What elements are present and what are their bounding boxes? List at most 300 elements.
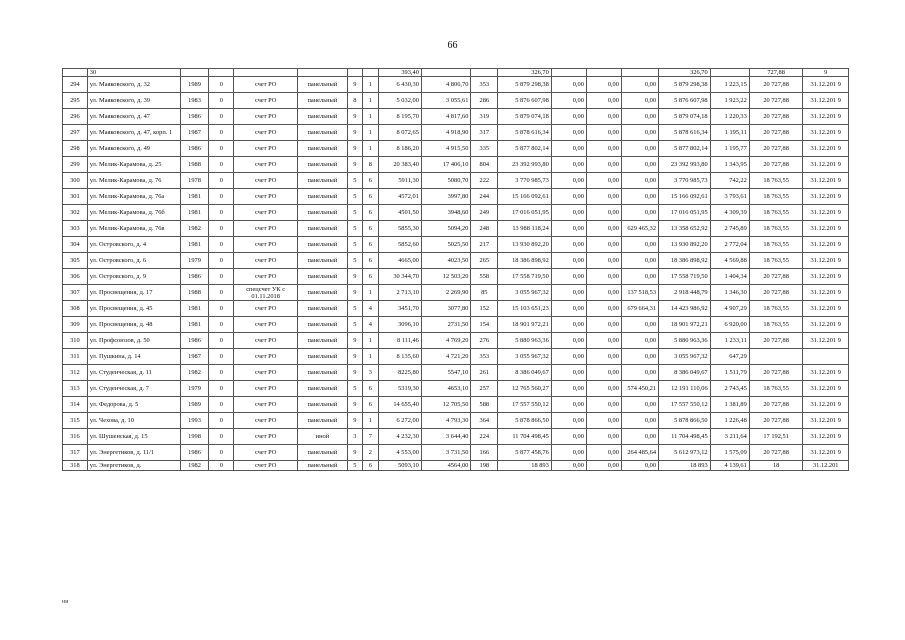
table-cell: 15 103 651,23 [498, 301, 552, 317]
table-cell: ул. Мелик-Карамова, д. 25 [87, 157, 180, 173]
table-cell: 0,00 [621, 365, 658, 381]
table-cell: панельный [298, 445, 348, 461]
table-cell: счет РО [234, 333, 298, 349]
table-cell [551, 69, 586, 77]
table-cell [421, 69, 471, 77]
table-cell: счет РО [234, 413, 298, 429]
table-cell: 0,00 [586, 189, 621, 205]
table-cell: 364 [471, 413, 498, 429]
table-cell: 588 [471, 397, 498, 413]
table-cell: панельный [298, 125, 348, 141]
table-cell: 13 930 892,20 [498, 237, 552, 253]
table-cell: 31.12.201 9 [803, 157, 849, 173]
table-cell: 0,00 [621, 93, 658, 109]
table-cell: 0,00 [586, 365, 621, 381]
table-cell: 5 [347, 237, 362, 253]
table-cell: 0,00 [586, 381, 621, 397]
table-cell: 4 309,39 [710, 205, 749, 221]
table-cell: 309 [63, 317, 88, 333]
table-cell: 4 569,88 [710, 253, 749, 269]
table-cell: 1979 [180, 253, 209, 269]
table-cell: ул. Энергетиков, д. 11/1 [87, 445, 180, 461]
table-cell: 1 [363, 125, 378, 141]
table-cell: 3 [363, 365, 378, 381]
table-cell: 13 358 652,92 [659, 221, 711, 237]
table-row [63, 189, 849, 205]
table-cell: 9 [347, 109, 362, 125]
table-cell: 5093,10 [378, 461, 421, 471]
table-cell: 0,00 [586, 461, 621, 471]
table-cell: 0,00 [586, 109, 621, 125]
table-cell: 20 727,88 [749, 141, 803, 157]
table-cell: 0,00 [621, 141, 658, 157]
table-row [63, 157, 849, 173]
table-cell: 0,00 [586, 77, 621, 93]
table-cell: 0 [209, 317, 234, 333]
table-cell: 0,00 [621, 317, 658, 333]
table-cell: 393,40 [378, 69, 421, 77]
table-cell: 2 772,04 [710, 237, 749, 253]
table-cell: 4023,50 [421, 253, 471, 269]
table-cell: счет РО [234, 381, 298, 397]
table-cell: 312 [63, 365, 88, 381]
table-row [63, 109, 849, 125]
table-row [63, 429, 849, 445]
table-cell: 1993 [180, 413, 209, 429]
table-cell [710, 69, 749, 77]
table-cell: 5547,10 [421, 365, 471, 381]
table-cell: 4 [363, 301, 378, 317]
table-cell: 20 727,88 [749, 285, 803, 301]
table-cell: 0,00 [621, 349, 658, 365]
table-cell: 0 [209, 445, 234, 461]
table-cell: ул. Мелик-Карамова, д. 76б [87, 205, 180, 221]
table-cell: 5 [347, 221, 362, 237]
table-cell: 0,00 [621, 333, 658, 349]
table-cell: 0,00 [551, 381, 586, 397]
table-cell: 0,00 [586, 205, 621, 221]
table-cell: 0 [209, 205, 234, 221]
table-cell: 804 [471, 157, 498, 173]
table-cell: 0,00 [586, 237, 621, 253]
table-cell: 315 [63, 413, 88, 429]
table-cell: 353 [471, 349, 498, 365]
table-cell: 11 704 498,45 [498, 429, 552, 445]
table-cell: 15 166 092,61 [659, 189, 711, 205]
table-row [63, 365, 849, 381]
table-cell: 299 [63, 157, 88, 173]
table-cell: 5911,30 [378, 173, 421, 189]
table-cell: 0,00 [551, 429, 586, 445]
table-cell: 257 [471, 381, 498, 397]
table-cell: 1 [363, 413, 378, 429]
table-cell: 0 [209, 397, 234, 413]
table-row [63, 93, 849, 109]
table-row [63, 253, 849, 269]
table-cell: 0,00 [551, 461, 586, 471]
table-cell: счет РО [234, 365, 298, 381]
table-cell: 1982 [180, 221, 209, 237]
table-cell [363, 69, 378, 77]
table-cell: 5 [347, 317, 362, 333]
table-cell: 0,00 [621, 173, 658, 189]
table-cell: 353 [471, 77, 498, 93]
table-cell: 17 557 550,12 [659, 397, 711, 413]
table-cell: 2 269,90 [421, 285, 471, 301]
table-cell: 9 [347, 333, 362, 349]
table-cell: 2 743,45 [710, 381, 749, 397]
table-cell: 3 055 967,32 [498, 285, 552, 301]
table-cell: 305 [63, 253, 88, 269]
table-cell: 5 [347, 381, 362, 397]
table-cell: 5 878 616,34 [659, 125, 711, 141]
table-cell: 304 [63, 237, 88, 253]
table-cell: 1987 [180, 125, 209, 141]
table-cell: 6 [363, 253, 378, 269]
table-cell: счет РО [234, 189, 298, 205]
table-cell: 1981 [180, 237, 209, 253]
table-cell: 1 [363, 109, 378, 125]
table-cell: ул. Мелик-Карамова, д. 76в [87, 221, 180, 237]
table-cell: 5 878 866,50 [498, 413, 552, 429]
table-cell: 0,00 [551, 253, 586, 269]
table-cell: 9 [347, 413, 362, 429]
table-cell: 3 055 967,32 [498, 349, 552, 365]
table-cell: 14 655,40 [378, 397, 421, 413]
table-cell: 31.12.201 9 [803, 221, 849, 237]
table-cell: 0,00 [551, 301, 586, 317]
table-cell: 1 [363, 333, 378, 349]
table-cell: счет РО [234, 317, 298, 333]
table-cell: 317 [63, 445, 88, 461]
table-cell: 0 [209, 189, 234, 205]
table-cell: 5025,50 [421, 237, 471, 253]
table-row [63, 445, 849, 461]
table-cell: 3096,10 [378, 317, 421, 333]
table-cell: 137 518,53 [621, 285, 658, 301]
table-cell: 4 553,00 [378, 445, 421, 461]
table-cell: 6 [363, 221, 378, 237]
table-cell: 295 [63, 93, 88, 109]
table-cell: 314 [63, 397, 88, 413]
table-cell: 31.12.201 9 [803, 445, 849, 461]
table-cell: 31.12.201 9 [803, 285, 849, 301]
table-cell: 9 [347, 365, 362, 381]
table-cell: 0 [209, 109, 234, 125]
table-cell: 248 [471, 221, 498, 237]
table-cell: 1979 [180, 381, 209, 397]
table-cell: счет РО [234, 301, 298, 317]
table-cell: 20 727,88 [749, 413, 803, 429]
table-cell: 20 727,88 [749, 93, 803, 109]
table-cell: 0,00 [586, 93, 621, 109]
table-cell: 18 386 898,92 [498, 253, 552, 269]
table-cell: 1988 [180, 285, 209, 301]
table-cell: 23 392 993,80 [659, 157, 711, 173]
table-cell: 0 [209, 381, 234, 397]
table-cell: 0,00 [586, 157, 621, 173]
table-cell: ул. Студенческая, д. 11 [87, 365, 180, 381]
table-cell: ул. Мелик-Карамова, д. 76 [87, 173, 180, 189]
table-cell: 31.12.201 9 [803, 365, 849, 381]
table-cell: 12 765 560,27 [498, 381, 552, 397]
table-cell: панельный [298, 349, 348, 365]
table-cell: 3 770 985,73 [659, 173, 711, 189]
table-cell: счет РО [234, 461, 298, 471]
table-cell: 8 386 049,67 [498, 365, 552, 381]
table-cell: 4 817,60 [421, 109, 471, 125]
table-cell: 0,00 [586, 173, 621, 189]
table-cell: 5080,70 [421, 173, 471, 189]
table-cell: 6 920,00 [710, 317, 749, 333]
table-cell: 1981 [180, 301, 209, 317]
table-cell: 4 139,61 [710, 461, 749, 471]
table-cell: 18 901 972,21 [498, 317, 552, 333]
table-cell: 4564,00 [421, 461, 471, 471]
table-cell: панельный [298, 221, 348, 237]
table-cell: 0,00 [551, 125, 586, 141]
table-cell: 0,00 [551, 141, 586, 157]
table-cell: 30 [87, 69, 180, 77]
table-cell: 5 877 802,14 [659, 141, 711, 157]
table-cell: 5 880 963,36 [659, 333, 711, 349]
table-cell: 264 485,64 [621, 445, 658, 461]
table-row [63, 173, 849, 189]
table-cell: 85 [471, 285, 498, 301]
table-cell: 198 [471, 461, 498, 471]
table-cell: 0 [209, 125, 234, 141]
table-cell: ул. Маяковского, д. 47, корп. 1 [87, 125, 180, 141]
table-cell: панельный [298, 333, 348, 349]
table-cell: 0,00 [586, 413, 621, 429]
table-cell: панельный [298, 397, 348, 413]
page-number: 66 [447, 40, 458, 51]
table-cell: 5 878 616,34 [498, 125, 552, 141]
table-cell: 318 [63, 461, 88, 471]
table-cell: 297 [63, 125, 88, 141]
table-cell: 1 923,22 [710, 93, 749, 109]
table-cell: панельный [298, 269, 348, 285]
table-cell: 8 186,20 [378, 141, 421, 157]
table-cell: 261 [471, 365, 498, 381]
table-cell: 154 [471, 317, 498, 333]
table-cell: 5 876 607,98 [498, 93, 552, 109]
table-cell: 0,00 [551, 221, 586, 237]
table-cell: 8 072,65 [378, 125, 421, 141]
table-cell: 0,00 [551, 189, 586, 205]
table-cell [234, 69, 298, 77]
table-cell: 2 745,89 [710, 221, 749, 237]
table-cell: 1 575,09 [710, 445, 749, 461]
table-cell: счет РО [234, 397, 298, 413]
table-row [63, 349, 849, 365]
table-cell: 0,00 [551, 333, 586, 349]
table-cell: 13 988 118,24 [498, 221, 552, 237]
table-cell: 12 503,20 [421, 269, 471, 285]
table-cell: 31.12.201 9 [803, 317, 849, 333]
table-row [63, 285, 849, 301]
table-cell: 0 [209, 349, 234, 365]
table-cell: 9 [347, 157, 362, 173]
table-cell: 244 [471, 189, 498, 205]
table-cell: 0,00 [621, 77, 658, 93]
table-cell: 558 [471, 269, 498, 285]
table-cell: 2 713,10 [378, 285, 421, 301]
table-cell: панельный [298, 413, 348, 429]
table-cell: 224 [471, 429, 498, 445]
table-cell: 14 423 986,92 [659, 301, 711, 317]
table-cell: 0,00 [586, 221, 621, 237]
table-cell: 18 763,55 [749, 221, 803, 237]
table-cell: 31.12.201 9 [803, 205, 849, 221]
table-cell: 1 195,11 [710, 125, 749, 141]
table-cell: 3 055 967,32 [659, 349, 711, 365]
table-row [63, 381, 849, 397]
table-cell: 0,00 [586, 349, 621, 365]
table-cell: ул. Островского, д. 9 [87, 269, 180, 285]
table-cell: счет РО [234, 109, 298, 125]
table-cell: 6 [363, 173, 378, 189]
table-cell: счет РО [234, 77, 298, 93]
table-cell: 31.12.201 9 [803, 397, 849, 413]
table-cell: счет РО [234, 269, 298, 285]
table-cell: 4665,00 [378, 253, 421, 269]
table-cell: 1981 [180, 205, 209, 221]
table-cell: панельный [298, 93, 348, 109]
table-cell: 326,70 [498, 69, 552, 77]
table-cell: 679 664,31 [621, 301, 658, 317]
table-cell: 1987 [180, 349, 209, 365]
table-cell: 4 915,50 [421, 141, 471, 157]
table-cell: 5 [347, 301, 362, 317]
table-cell: 300 [63, 173, 88, 189]
table-cell: 3 644,40 [421, 429, 471, 445]
table-cell: 0,00 [551, 237, 586, 253]
table-cell: 31.12.201 9 [803, 381, 849, 397]
table-cell: 0,00 [551, 109, 586, 125]
table-row [63, 237, 849, 253]
table-cell: 0,00 [621, 205, 658, 221]
table-cell: 1986 [180, 141, 209, 157]
table-cell: 1982 [180, 365, 209, 381]
table-cell: счет РО [234, 237, 298, 253]
table-cell: счет РО [234, 445, 298, 461]
table-cell: 3 211,64 [710, 429, 749, 445]
table-cell: 2 918 448,79 [659, 285, 711, 301]
table-cell: 1 [363, 77, 378, 93]
table-cell: 1 343,95 [710, 157, 749, 173]
table-cell: 3948,60 [421, 205, 471, 221]
table-cell: ул. Чехова, д. 10 [87, 413, 180, 429]
table-cell: 222 [471, 173, 498, 189]
table-cell: 629 465,32 [621, 221, 658, 237]
table-cell: 1 223,15 [710, 77, 749, 93]
table-cell: 1981 [180, 189, 209, 205]
table-cell: 6 [363, 269, 378, 285]
table-cell: 6 [363, 189, 378, 205]
table-cell: 6 [363, 397, 378, 413]
table-cell [347, 69, 362, 77]
table-cell: 0,00 [586, 317, 621, 333]
table-cell: 6 272,00 [378, 413, 421, 429]
table-cell: 1983 [180, 93, 209, 109]
table-cell: 11 704 498,45 [659, 429, 711, 445]
table-cell: 8 [347, 93, 362, 109]
table-cell: 0 [209, 461, 234, 471]
table-cell: счет РО [234, 205, 298, 221]
table-cell: 23 392 993,80 [498, 157, 552, 173]
table-cell: 0,00 [551, 173, 586, 189]
table-cell [803, 349, 849, 365]
footer-mark: нн [62, 599, 69, 605]
table-cell: 0,00 [586, 253, 621, 269]
table-row [63, 77, 849, 93]
table-cell: 0 [209, 413, 234, 429]
table-cell: 8 135,60 [378, 349, 421, 365]
table-cell: 17 192,51 [749, 429, 803, 445]
table-cell: 3997,80 [421, 189, 471, 205]
table-cell: 4 806,70 [421, 77, 471, 93]
table-cell: 0,00 [586, 429, 621, 445]
table-row [63, 205, 849, 221]
table-cell: 326,70 [659, 69, 711, 77]
table-cell: 3451,70 [378, 301, 421, 317]
table-cell: 310 [63, 333, 88, 349]
table-cell: 0,00 [586, 269, 621, 285]
table-cell: 301 [63, 189, 88, 205]
table-cell: ул. Маяковского, д. 32 [87, 77, 180, 93]
table-cell: 31.12.201 9 [803, 141, 849, 157]
table-cell: 18 763,55 [749, 173, 803, 189]
table-cell: 4501,50 [378, 205, 421, 221]
table-cell: 0,00 [621, 253, 658, 269]
table-cell: 1986 [180, 333, 209, 349]
table-cell: 18 893 [659, 461, 711, 471]
table-cell: 9 [347, 445, 362, 461]
table-cell: 9 [347, 269, 362, 285]
table-cell: 0,00 [551, 445, 586, 461]
table-cell: 31.12.201 9 [803, 125, 849, 141]
table-cell: 1 511,79 [710, 365, 749, 381]
table-cell: ул. Шушенская, д. 15 [87, 429, 180, 445]
table-cell: 4 769,20 [421, 333, 471, 349]
table-cell: 5094,20 [421, 221, 471, 237]
table-cell: 5 [347, 189, 362, 205]
table-cell: 17 557 550,12 [498, 397, 552, 413]
table-cell: 249 [471, 205, 498, 221]
table-cell: 1 [363, 349, 378, 365]
table-cell: 5 879 074,18 [659, 109, 711, 125]
table-cell: счет РО [234, 173, 298, 189]
table-cell: 31.12.201 9 [803, 333, 849, 349]
table-cell: панельный [298, 253, 348, 269]
table-cell: 12 705,50 [421, 397, 471, 413]
table-cell: 5 880 963,36 [498, 333, 552, 349]
table-cell: 0,00 [551, 205, 586, 221]
table-cell: счет РО [234, 221, 298, 237]
table-cell: 727,88 [749, 69, 803, 77]
table-cell: 0,00 [551, 365, 586, 381]
table-cell: 647,29 [710, 349, 749, 365]
table-cell: 18 763,55 [749, 317, 803, 333]
table-cell: 31.12.201 9 [803, 109, 849, 125]
table-cell [180, 69, 209, 77]
table-cell: 307 [63, 285, 88, 301]
table-cell: 1 220,33 [710, 109, 749, 125]
table-cell: 1998 [180, 429, 209, 445]
table-cell: 31.12.201 9 [803, 189, 849, 205]
table-cell: 1 346,30 [710, 285, 749, 301]
